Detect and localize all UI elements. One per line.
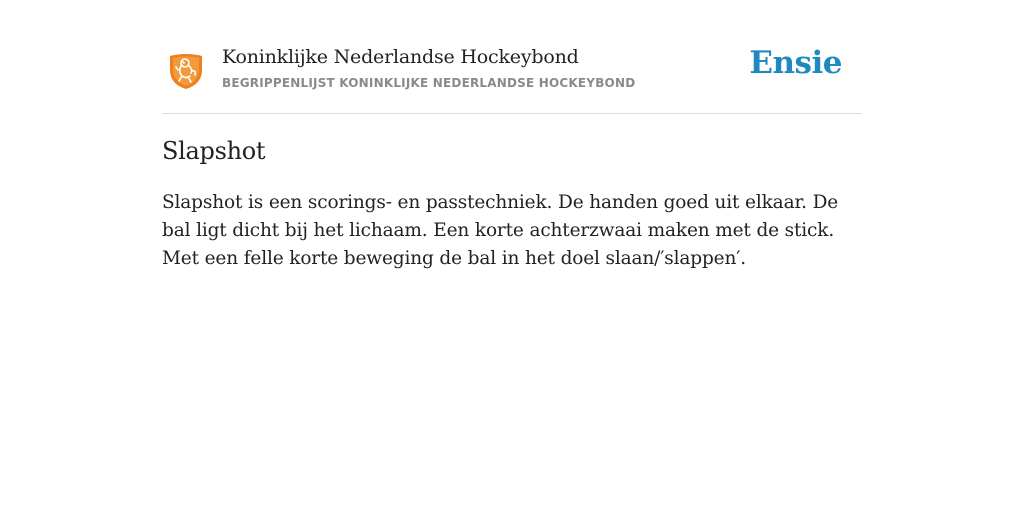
glossary-subtitle: BEGRIPPENLIJST KONINKLIJKE NEDERLANDSE HOCKEYBOND — [222, 76, 636, 90]
term-title: Slapshot — [162, 137, 266, 165]
term-definition: Slapshot is een scorings- en passtechniek. De handen goed uit elkaar. De bal ligt dicht bij het lichaam. Een korte achterzwaai maken met de stick. Met een felle korte beweging de bal in het doel slaan/′slappen′. — [162, 192, 839, 269]
ensie-logo-link[interactable]: Ensie — [749, 45, 842, 81]
organization-name[interactable]: Koninklijke Nederlandse Hockeybond — [222, 46, 579, 68]
page-container — [162, 0, 862, 269]
lion-crest-icon[interactable] — [168, 52, 204, 90]
site-header — [162, 0, 862, 114]
